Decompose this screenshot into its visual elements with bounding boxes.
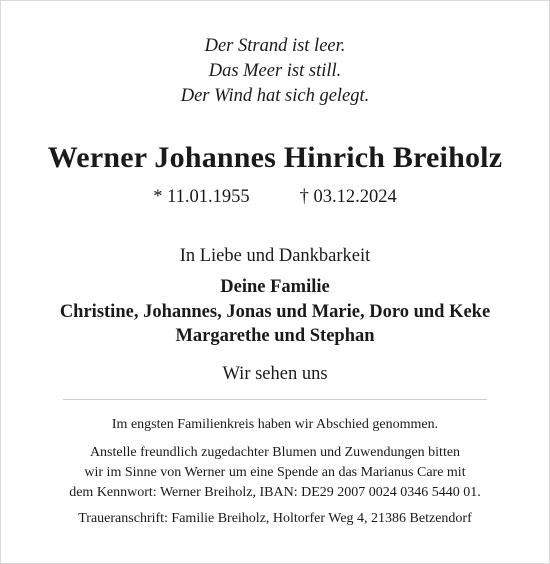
- mourners-line: Christine, Johannes, Jonas und Marie, Doro und Keke: [59, 301, 491, 322]
- life-dates: [0, 185, 550, 209]
- mourners-line: Deine Familie: [220, 277, 330, 297]
- donation-line: Anstelle freundlich zugedachter Blumen und Zuwendungen bitten: [89, 445, 461, 460]
- death-date: † 03.12.2024: [299, 187, 397, 207]
- poem-line: Der Strand ist leer.: [204, 36, 346, 56]
- mourners-list: [0, 275, 550, 349]
- poem-line: Das Meer ist still.: [208, 61, 342, 81]
- divider: [63, 399, 487, 400]
- farewell-note: Im engsten Familienkreis haben wir Abschied genommen.: [111, 417, 439, 432]
- mourners-line: Margarethe und Stephan: [175, 326, 375, 346]
- poem: [0, 34, 550, 109]
- mourning-address: Traueranschrift: Familie Breiholz, Holtorfer Weg 4, 21386 Betzendorf: [78, 511, 472, 526]
- donation-line: dem Kennwort: Werner Breiholz, IBAN: DE29 2007 0024 0346 5440 01.: [69, 485, 481, 500]
- mourners-intro: In Liebe und Dankbarkeit: [179, 246, 371, 266]
- birth-date: * 11.01.1955: [153, 187, 250, 207]
- poem-line: Der Wind hat sich gelegt.: [180, 86, 370, 106]
- closing-line: Wir sehen uns: [222, 364, 328, 384]
- donation-line: wir im Sinne von Werner um eine Spende an das Marianus Care mit: [84, 465, 466, 480]
- deceased-name: Werner Johannes Hinrich Breiholz: [47, 141, 503, 174]
- donation-note: [0, 443, 550, 503]
